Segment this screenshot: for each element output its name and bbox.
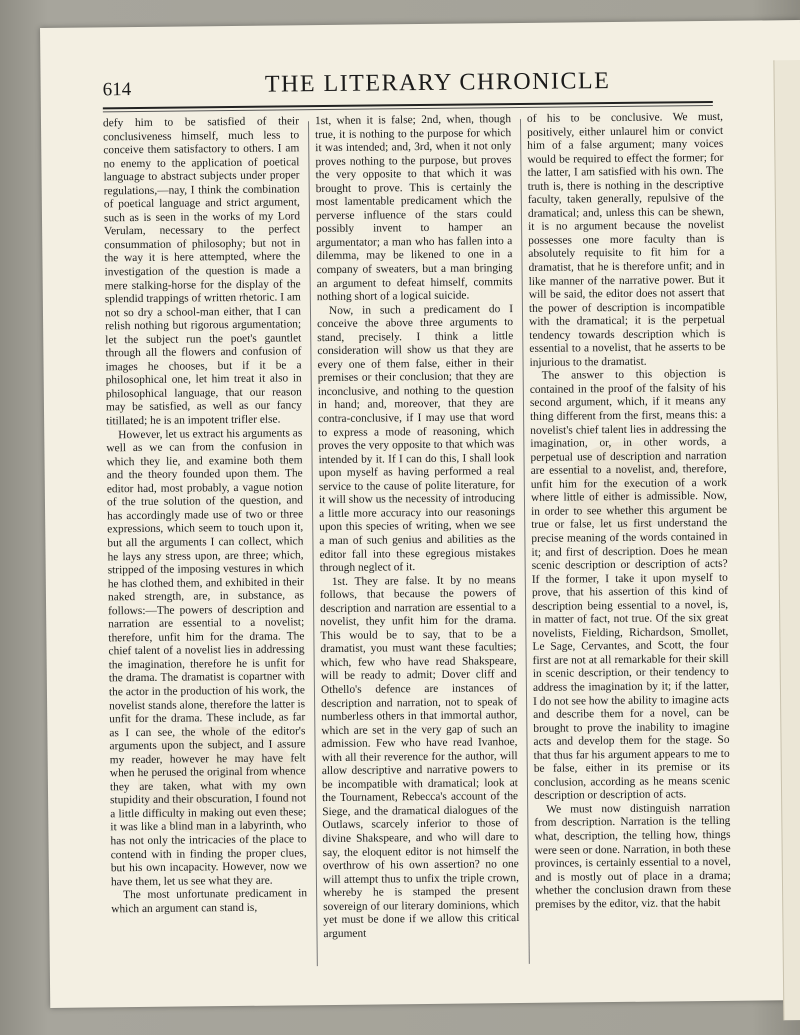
text-column-3 xyxy=(527,111,731,912)
text-columns xyxy=(103,111,752,998)
paragraph: 1st, when it is false; 2nd, when, though true, it is nothing to the purpose for which it was intended; and, 3rd, when it not only proves nothing to the purpose, but proves the very opposite to that which it was brought to prove. This is certainly the most lamentable predicament which the perverse influence of the stars could possibly invent to hamper an argumentator; a man who has fallen into a dilemma, may be likened to one in a company of sweaters, but a man bringing an argument to defeat himself, commits nothing short of a logical suicide. xyxy=(314,113,513,304)
book-page xyxy=(40,20,800,1008)
paragraph: We must now distinguish narration from description. Narration is the telling what, description, the telling how, things were seen or done. Narration, in both these provinces, is certainly essential to a novel, and is mostly out of place in a drama; whether the conclusion drawn from these premises by the editor, viz. that the habit xyxy=(534,801,732,911)
paragraph: The answer to this objection is contained in the proof of the falsity of his second argument, which, if it means any thing different from the first, means this: a novelist's chief talent lies in addressing the imagination, or, in other words, a perpetual use of description and narration are essential to a novelist, and, therefore, unfit him for the execution of a work where little of either is admissible. Now, in order to see whether this argument be true or false, let us first understand the precise meaning of the words contained in it; and first of description. Does he mean scenic description or description of acts? If the former, I take it upon myself to prove, that his assertion of this kind of description being essential to a novel, is, in matter of fact, not true. Of the six great novelists, Fielding, Richardson, Smollet, Le Sage, Cervantes, and Scott, the four first are not at all remarkable for their skill in scenic description, or their tendency to address the imagination by it; if the latter, I do not see how the ability to imagine acts and describe them for a novel, can be brought to prove the inability to imagine acts and develop them for the stage. So that thus far his argument appears to me to be false, either in its premise or its conclusion, according as he means scenic description or description of acts. xyxy=(529,368,730,803)
paragraph: The most unfortunate predicament in which an argument can stand is, xyxy=(111,887,308,916)
page-number: 614 xyxy=(102,79,132,101)
text-column-2 xyxy=(315,113,520,941)
next-page-edge xyxy=(773,60,800,1020)
paragraph: However, let us extract his arguments as well as we can from the confusion in which they lie, and examine both them and the theory founded upon them. The editor had, most probably, a vague notion of the true solution of the question, and has accordingly made use of two or three expressions, which seem to touch upon it, but all the arguments I can collect, which he lays any stress upon, are three; which, stripped of the imposing vestures in which he has clothed them, and exhibited in their naked strength, are, in substance, as follows:—The powers of description and narration are essential to a novelist; therefore, unfit him for the drama. The chief talent of a novelist lies in addressing the imagination, therefore he is unfit for the drama. The dramatist is copartner with the actor in the production of his work, the novelist stands alone, therefore the latter is unfit for the drama. These include, as far as I can see, the whole of the editor's arguments upon the subject, and I assure my reader, however he may have felt when he perused the original from whence they are taken, what with my own stupidity and their obscuration, I found not a little difficulty in making out even these; it was like a blind man in a labyrinth, who has not only the intricacies of the place to contend with in finding the proper clues, but his own incapacity. However, now we have them, let us see what they are. xyxy=(106,426,307,888)
paragraph: 1st. They are false. It by no means follows, that because the powers of description and narration are essential to a novelist, they unfit him for the drama. This would be to say, that to be a dramatist, you must want these faculties; which, few who have read Shakspeare, will be ready to admit; Dover cliff and Othello's defence are instances of description and narration, not to speak of numberless others in that immortal author, which are set in the very gap of such an admission. Few who have read Ivanhoe, with all their reverence for the author, will allow descriptive and narrative powers to be incompatible with dramatical; look at the Tournament, Rebecca's account of the Siege, and the dramatical dialogues of the Outlaws, scarcely inferior to those of divine Shakspeare, and who will dare to say, the eloquent editor is not himself the overthrow of his own assertion? no one will attempt thus to unfix the triple crown, whereby he is stamped the present sovereign of our literary dominions, which yet must be done if we allow this critical argument xyxy=(319,573,520,940)
paragraph: Now, in such a predicament do I conceive the above three arguments to stand, precisely. I think a little consideration will show us that they are every one of them false, either in their premises or their conclusion; that they are inconclusive, and nothing to the question in hand; and, moreover, that they are contra-conclusive, if I may use that word to express a mode of reasoning, which proves the very opposite to that which was intended by it. If I can do this, I shall look upon myself as having performed a real service to the cause of polite literature, for it will show us the necessity of introducing a little more accuracy into our reasonings upon this species of writing, when we see a man of such genius and abilities as the editor fall into these egregious mistakes through neglect of it. xyxy=(317,302,516,575)
page-header xyxy=(102,67,712,103)
text-column-1 xyxy=(103,115,307,916)
paragraph: defy him to be satisfied of their conclusiveness himself, much less to conceive them satisfactory to others. I am no enemy to the application of poetical language to abstract subjects under proper regulations,—nay, I think the combination of poetical language and strict argument, such as is seen in the works of my Lord Verulam, necessary to the perfect consummation of philosophy; but not in the way it is here attempted, where the investigation of the question is made a mere stalking-horse for the display of the splendid trappings of written rhetoric. I am not so dry a school-man either, that I can relish nothing but rigorous argumentation; let the subject run the poet's gauntlet through all the flowers and confusion of images he chooses, but if it be a philosophical one, let him treat it also in philosophical language, that our reason may be satisfied, as well as our fancy titillated; he is an impotent trifler else. xyxy=(102,115,303,428)
running-title: THE LITERARY CHRONICLE xyxy=(264,68,611,98)
paragraph: of his to be conclusive. We must, positively, either unlaurel him or convict him of a false argument; many voices would be required to effect the former; for the latter, I am satisfied with his own. The truth is, there is nothing in the descriptive faculty, taken generally, repulsive of the dramatical; and, unless this can be shewn, it is no argument because the novelist possesses one more faculty than is absolutely requisite to fit him for a dramatist, that he is therefore unfit; and in like manner of the narrative power. But it will be said, the editor does not assert that the power of description is incompatible with the dramatical; it is the perpetual tendency towards description which is essential to a novelist, that he asserts to be injurious to the dramatist. xyxy=(526,110,726,369)
